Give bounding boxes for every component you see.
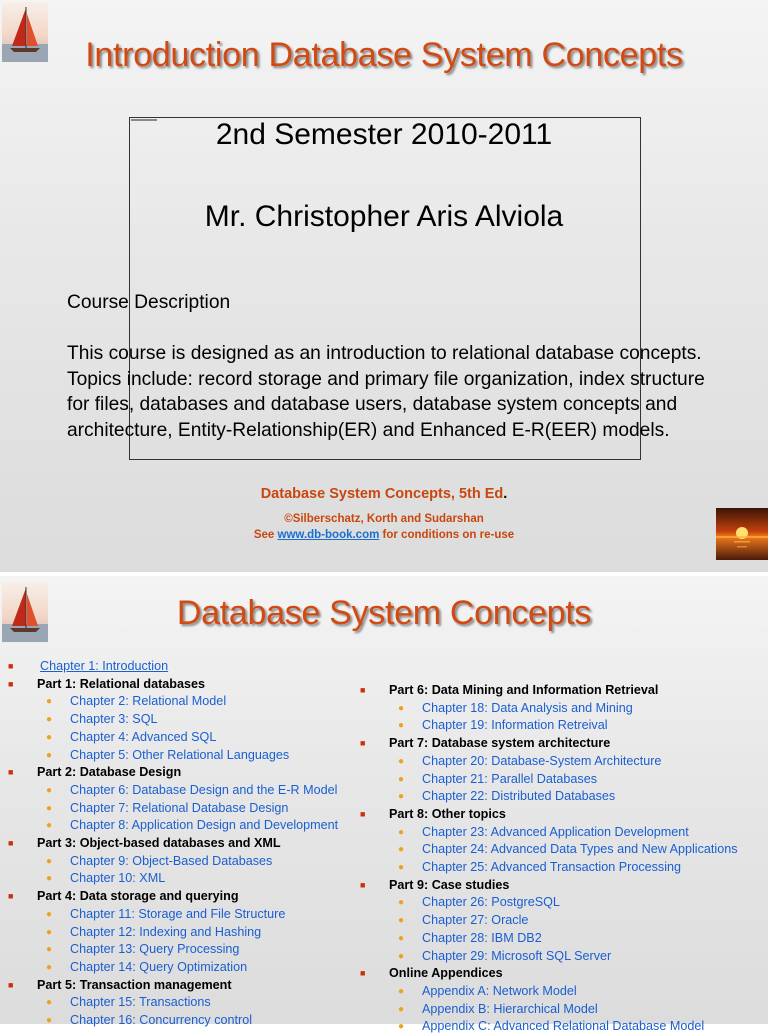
semester-text: 2nd Semester 2010-2011: [215, 118, 553, 151]
toc-part: ■ Part 3: Object-based databases and XML: [8, 835, 338, 853]
book-title-period: .: [503, 486, 508, 502]
toc-chapter[interactable]: ● Chapter 27: Oracle: [360, 912, 738, 930]
toc-right-column: [360, 682, 738, 1036]
toc-chapter[interactable]: ● Chapter 15: Transactions: [8, 994, 338, 1012]
toc-chapter[interactable]: ● Chapter 25: Advanced Transaction Processing: [360, 859, 738, 877]
book-title: Database System Concepts, 5th Ed: [260, 486, 504, 502]
toc-chapter[interactable]: ● Chapter 21: Parallel Databases: [360, 771, 738, 789]
db-book-link[interactable]: www.db-book.com: [277, 529, 380, 541]
toc-chapter[interactable]: ● Chapter 3: SQL: [8, 711, 338, 729]
toc-part: ■ Part 1: Relational databases: [8, 676, 338, 694]
toc-chapter[interactable]: ● Chapter 10: XML: [8, 870, 338, 888]
toc-chapter[interactable]: ● Chapter 18: Data Analysis and Mining: [360, 700, 738, 718]
toc-chapter[interactable]: ● Chapter 9: Object-Based Databases: [8, 853, 338, 871]
toc-chapter[interactable]: ● Chapter 7: Relational Database Design: [8, 800, 338, 818]
toc-chapter[interactable]: ● Chapter 28: IBM DB2: [360, 930, 738, 948]
toc-chapter[interactable]: ● Chapter 2: Relational Model: [8, 693, 338, 711]
toc-chapter[interactable]: ● Appendix A: Network Model: [360, 983, 738, 1001]
toc-chapter[interactable]: ● Chapter 26: PostgreSQL: [360, 894, 738, 912]
footer-reuse: for conditions on re-use: [379, 529, 515, 541]
toc-chapter[interactable]: ● Appendix C: Advanced Relational Database Model: [360, 1018, 738, 1036]
toc-left-column: [8, 658, 338, 1030]
toc-part: ■ Part 5: Transaction management: [8, 977, 338, 995]
toc-part: ■ Part 7: Database system architecture: [360, 735, 738, 753]
toc-part: ■ Online Appendices: [360, 965, 738, 983]
footer-conditions: [0, 529, 768, 541]
toc-chapter[interactable]: ● Appendix B: Hierarchical Model: [360, 1001, 738, 1019]
toc-part: ■ Part 8: Other topics: [360, 806, 738, 824]
toc-part: ■ Part 9: Case studies: [360, 877, 738, 895]
toc-chapter[interactable]: ● Chapter 22: Distributed Databases: [360, 788, 738, 806]
toc-chapter[interactable]: ● Chapter 23: Advanced Application Development: [360, 824, 738, 842]
toc-chapter[interactable]: ● Chapter 6: Database Design and the E-R Model: [8, 782, 338, 800]
footer-copyright: ©Silberschatz, Korth and Sudarshan: [284, 513, 484, 525]
sunset-logo: [716, 508, 768, 560]
toc-chapter[interactable]: ● Chapter 19: Information Retreival: [360, 717, 738, 735]
toc-chapter[interactable]: ● Chapter 20: Database-System Architecture: [360, 753, 738, 771]
slide-toc: [0, 576, 768, 1034]
description-heading: Course Description: [67, 292, 231, 313]
toc-chapter[interactable]: ● Chapter 14: Query Optimization: [8, 959, 338, 977]
toc-chapter[interactable]: ● Chapter 12: Indexing and Hashing: [8, 924, 338, 942]
toc-chapter[interactable]: ● Chapter 29: Microsoft SQL Server: [360, 948, 738, 966]
footer-see: See: [253, 529, 278, 541]
toc-chapter[interactable]: ● Chapter 24: Advanced Data Types and New Applications: [360, 841, 738, 859]
slide-title: Introduction Database System Concepts: [85, 36, 683, 74]
toc-part: ■ Part 6: Data Mining and Information Retrieval: [360, 682, 738, 700]
toc-part: ■ Part 4: Data storage and querying: [8, 888, 338, 906]
toc-chapter[interactable]: ● Chapter 11: Storage and File Structure: [8, 906, 338, 924]
description-text: This course is designed as an introduction to relational database concepts. Topics include: record storage and primary file organization, index structure for files, databases and database users, database system concepts and architecture, Entity-Relationship(ER) and Enhanced E-R(EER) models.: [67, 343, 705, 441]
toc-chapter[interactable]: ● Chapter 13: Query Processing: [8, 941, 338, 959]
instructor-name: Mr. Christopher Aris Alviola: [204, 200, 564, 233]
slide-title: Database System Concepts: [176, 594, 592, 632]
toc-link-chapter[interactable]: ■ Chapter 1: Introduction: [8, 658, 338, 676]
toc-chapter[interactable]: ● Chapter 16: Concurrency control: [8, 1012, 338, 1030]
toc-part: ■ Part 2: Database Design: [8, 764, 338, 782]
footer-book: [0, 486, 768, 502]
toc-chapter[interactable]: ● Chapter 5: Other Relational Languages: [8, 747, 338, 765]
toc-chapter[interactable]: ● Chapter 4: Advanced SQL: [8, 729, 338, 747]
toc-chapter[interactable]: ● Chapter 8: Application Design and Development: [8, 817, 338, 835]
